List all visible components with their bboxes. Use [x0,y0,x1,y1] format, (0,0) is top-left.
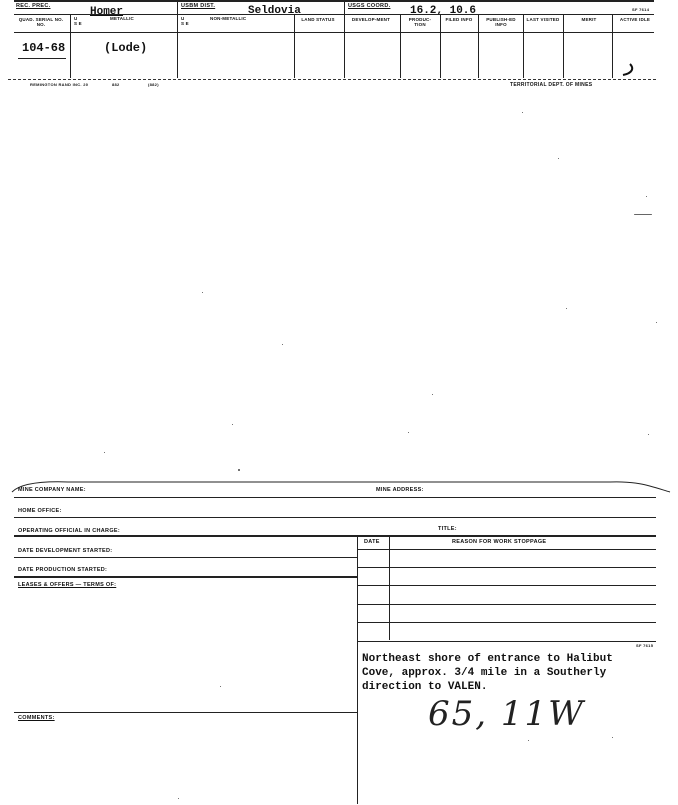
col-development: DEVELOP-MENT [351,17,391,22]
divider-nonmetallic [294,14,295,78]
printer-credit: REMINGTON RAND INC. 20 [30,82,89,87]
col-use-metallic: U S E [74,16,82,26]
divider-date-col [389,536,390,640]
perforation-line [8,79,656,80]
divider-dev [400,14,401,78]
col-use-nonmetallic: U S E [181,16,189,26]
record-metallic: (Lode) [104,41,148,55]
location-note-line-1: Northeast shore of entrance to Halibut [362,653,613,665]
active-check-icon [618,62,638,78]
mine-company-label: MINE COMPANY NAME: [18,487,86,493]
printer-code-a: 882 [112,82,120,87]
handwritten-number: 65, 11W [428,694,586,734]
form-number-top: SF 7614 [632,7,650,12]
col-metallic: METALLIC [110,16,135,21]
divider-filed [478,14,479,78]
rec-prec-label: REC. PREC. [16,3,51,9]
rule-date-row-1 [357,567,656,568]
home-office-label: HOME OFFICE: [18,508,62,514]
rule-date-row-5 [357,641,656,642]
card-top-border [14,0,654,2]
mine-address-label: MINE ADDRESS: [376,487,424,493]
card-tab-outline [10,476,678,496]
col-active-idle: ACTIVE IDLE [619,17,651,22]
col-published-info: PUBLISH-ED INFO [486,17,516,27]
rule-prod-started [14,576,357,578]
rule-date-row-3 [357,604,656,605]
form-number-bottom: SF 7615 [636,643,654,648]
divider-metallic [177,0,178,78]
location-note-line-2: Cove, approx. 3/4 mile in a Southerly [362,667,607,679]
date-header: DATE [364,539,380,545]
printer-code-b: (882) [148,82,159,87]
col-quad-serial: QUAD. SERIAL NO. NO. [18,17,64,27]
col-land-status: LAND STATUS [301,17,335,22]
rule-dev-started [14,557,357,558]
title-label: TITLE: [438,526,457,532]
col-non-metallic: NON-METALLIC [210,16,247,21]
location-note [362,652,613,694]
col-last-visited: LAST VISITED [526,17,560,22]
usgs-coord-value: 16.2, 10.6 [410,5,477,17]
rec-prec-value: Homer [90,6,124,18]
record-quad-serial: 104-68 [22,41,66,55]
divider-merit [612,14,613,78]
rule-company [14,497,656,498]
department-name: TERRITORIAL DEPT. OF MINES [510,82,593,88]
usgs-coord-label: USGS COORD. [348,3,391,9]
divider-visited [563,14,564,78]
rule-date-header [357,549,656,550]
reason-header: REASON FOR WORK STOPPAGE [452,539,547,545]
col-filed-info: FILED INFO [445,17,473,22]
rule-home-office [14,517,656,518]
rule-date-row-2 [357,585,656,586]
divider-published [523,14,524,78]
rule-official [14,535,656,537]
usbm-dist-label: USBM DIST. [181,3,216,9]
prod-started-label: DATE PRODUCTION STARTED: [18,567,108,573]
divider-land [344,0,345,78]
divider-quad [70,14,71,78]
leases-label: LEASES & OFFERS — TERMS OF: [18,582,117,588]
comments-label: COMMENTS: [18,715,55,721]
divider-prod [440,14,441,78]
divider-right-panel [357,536,358,804]
header-bottom-rule [14,14,654,15]
serial-underline [18,58,66,59]
operating-official-label: OPERATING OFFICIAL IN CHARGE: [18,528,120,534]
dev-started-label: DATE DEVELOPMENT STARTED: [18,548,113,554]
location-note-line-3: direction to VALEN. [362,681,488,693]
col-production: PRODUC-TION [408,17,432,27]
col-merit: MERIT [581,17,597,22]
column-header-rule [14,32,654,33]
rule-comments [14,712,357,713]
usbm-dist-value: Seldovia [248,5,301,17]
rule-date-row-4 [357,622,656,623]
